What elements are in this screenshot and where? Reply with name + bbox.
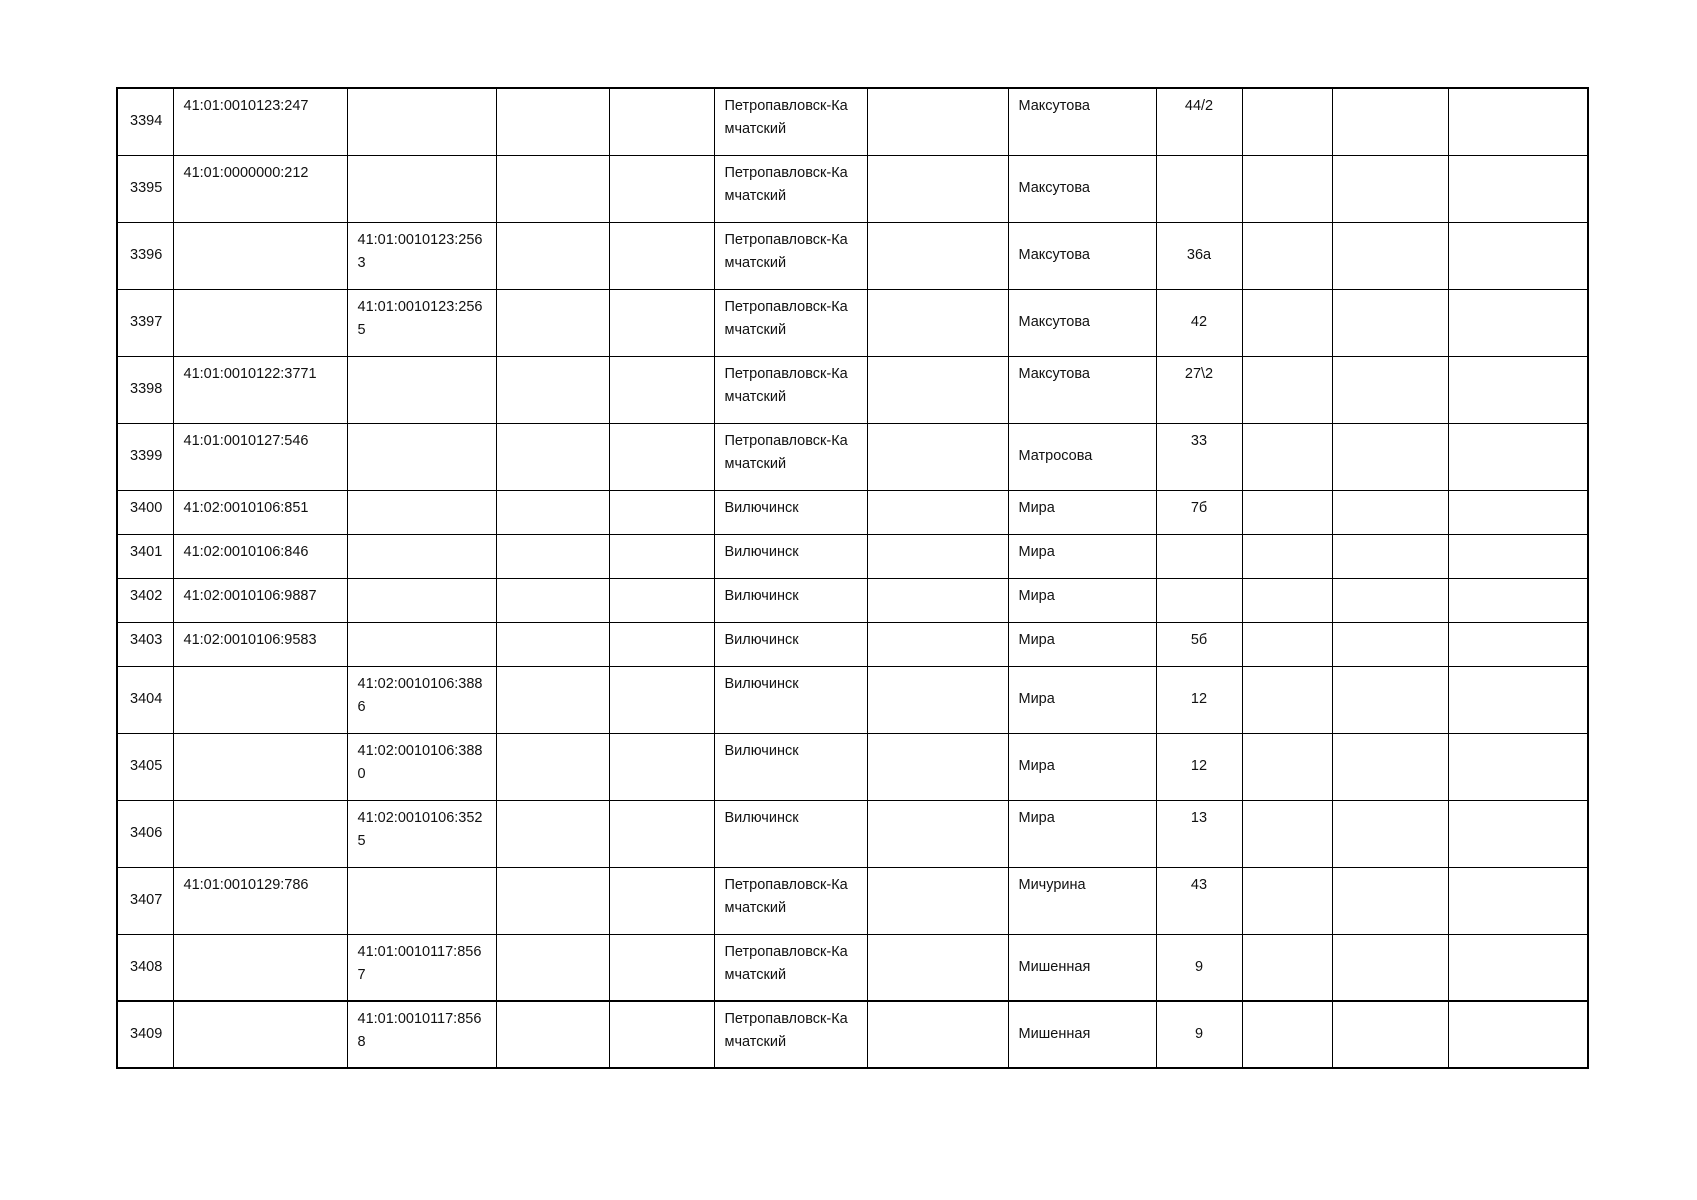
empty-cell	[1448, 88, 1588, 155]
empty-cell	[1242, 578, 1332, 622]
empty-cell	[1332, 88, 1448, 155]
empty-cell	[867, 289, 1008, 356]
empty-cell	[1242, 867, 1332, 934]
empty-cell	[609, 578, 714, 622]
cadastral-number-cell: 41:01:0000000:212	[173, 155, 347, 222]
building-cadastral-number-cell	[347, 356, 496, 423]
empty-cell	[867, 867, 1008, 934]
empty-cell	[609, 622, 714, 666]
table-row	[117, 356, 1588, 423]
empty-cell	[1448, 867, 1588, 934]
street-cell: Мира	[1008, 578, 1156, 622]
empty-cell	[867, 934, 1008, 1001]
empty-cell	[1242, 222, 1332, 289]
empty-cell	[496, 490, 609, 534]
house-number-cell	[1156, 534, 1242, 578]
row-number-cell: 3403	[117, 622, 173, 666]
building-cadastral-number-cell: 41:02:0010106:3886	[347, 666, 496, 733]
house-number-cell: 42	[1156, 289, 1242, 356]
empty-cell	[1332, 867, 1448, 934]
empty-cell	[1242, 934, 1332, 1001]
settlement-cell: Петропавловск-Камчатский	[714, 222, 867, 289]
cadastral-number-cell	[173, 1001, 347, 1068]
empty-cell	[867, 578, 1008, 622]
building-cadastral-number-cell	[347, 490, 496, 534]
row-number-cell: 3402	[117, 578, 173, 622]
table-row	[117, 155, 1588, 222]
street-cell: Максутова	[1008, 356, 1156, 423]
empty-cell	[1448, 155, 1588, 222]
building-cadastral-number-cell: 41:01:0010117:8568	[347, 1001, 496, 1068]
building-cadastral-number-cell: 41:01:0010117:8567	[347, 934, 496, 1001]
empty-cell	[867, 490, 1008, 534]
empty-cell	[1448, 733, 1588, 800]
empty-cell	[609, 534, 714, 578]
settlement-cell: Петропавловск-Камчатский	[714, 1001, 867, 1068]
empty-cell	[1332, 622, 1448, 666]
row-number-cell: 3398	[117, 356, 173, 423]
table-row	[117, 423, 1588, 490]
empty-cell	[609, 423, 714, 490]
empty-cell	[1448, 289, 1588, 356]
building-cadastral-number-cell	[347, 88, 496, 155]
empty-cell	[1448, 490, 1588, 534]
empty-cell	[1242, 356, 1332, 423]
empty-cell	[1332, 534, 1448, 578]
street-cell: Максутова	[1008, 88, 1156, 155]
empty-cell	[496, 622, 609, 666]
empty-cell	[609, 666, 714, 733]
house-number-cell: 12	[1156, 666, 1242, 733]
empty-cell	[496, 1001, 609, 1068]
cadastral-number-cell	[173, 934, 347, 1001]
house-number-cell: 33	[1156, 423, 1242, 490]
table-row	[117, 289, 1588, 356]
row-number-cell: 3394	[117, 88, 173, 155]
empty-cell	[867, 666, 1008, 733]
table-row	[117, 534, 1588, 578]
empty-cell	[609, 356, 714, 423]
empty-cell	[1448, 222, 1588, 289]
empty-cell	[867, 622, 1008, 666]
empty-cell	[496, 222, 609, 289]
empty-cell	[1448, 578, 1588, 622]
street-cell: Максутова	[1008, 155, 1156, 222]
street-cell: Мира	[1008, 800, 1156, 867]
building-cadastral-number-cell	[347, 578, 496, 622]
street-cell: Мира	[1008, 534, 1156, 578]
settlement-cell: Петропавловск-Камчатский	[714, 356, 867, 423]
settlement-cell: Вилючинск	[714, 666, 867, 733]
table-row	[117, 1001, 1588, 1068]
empty-cell	[867, 1001, 1008, 1068]
house-number-cell: 9	[1156, 1001, 1242, 1068]
house-number-cell: 7б	[1156, 490, 1242, 534]
empty-cell	[1242, 490, 1332, 534]
empty-cell	[1332, 423, 1448, 490]
cadastral-number-cell: 41:01:0010127:546	[173, 423, 347, 490]
settlement-cell: Петропавловск-Камчатский	[714, 867, 867, 934]
street-cell: Мишенная	[1008, 1001, 1156, 1068]
settlement-cell: Петропавловск-Камчатский	[714, 423, 867, 490]
empty-cell	[1242, 289, 1332, 356]
empty-cell	[496, 289, 609, 356]
row-number-cell: 3407	[117, 867, 173, 934]
empty-cell	[496, 867, 609, 934]
cadastral-number-cell: 41:02:0010106:9583	[173, 622, 347, 666]
empty-cell	[1332, 934, 1448, 1001]
empty-cell	[1242, 423, 1332, 490]
empty-cell	[1242, 666, 1332, 733]
empty-cell	[867, 356, 1008, 423]
street-cell: Мира	[1008, 622, 1156, 666]
settlement-cell: Вилючинск	[714, 733, 867, 800]
street-cell: Мира	[1008, 666, 1156, 733]
cadastral-number-cell: 41:02:0010106:9887	[173, 578, 347, 622]
empty-cell	[609, 867, 714, 934]
empty-cell	[609, 1001, 714, 1068]
row-number-cell: 3396	[117, 222, 173, 289]
row-number-cell: 3400	[117, 490, 173, 534]
empty-cell	[1242, 1001, 1332, 1068]
building-cadastral-number-cell: 41:02:0010106:3525	[347, 800, 496, 867]
table-row	[117, 867, 1588, 934]
empty-cell	[1332, 1001, 1448, 1068]
settlement-cell: Вилючинск	[714, 800, 867, 867]
empty-cell	[1332, 222, 1448, 289]
row-number-cell: 3408	[117, 934, 173, 1001]
empty-cell	[1448, 800, 1588, 867]
registry-table	[116, 87, 1589, 1069]
empty-cell	[609, 800, 714, 867]
empty-cell	[1448, 1001, 1588, 1068]
settlement-cell: Петропавловск-Камчатский	[714, 155, 867, 222]
settlement-cell: Петропавловск-Камчатский	[714, 289, 867, 356]
cadastral-number-cell: 41:02:0010106:851	[173, 490, 347, 534]
empty-cell	[1448, 534, 1588, 578]
street-cell: Мишенная	[1008, 934, 1156, 1001]
empty-cell	[867, 88, 1008, 155]
building-cadastral-number-cell	[347, 534, 496, 578]
empty-cell	[1332, 666, 1448, 733]
row-number-cell: 3409	[117, 1001, 173, 1068]
empty-cell	[609, 934, 714, 1001]
empty-cell	[609, 490, 714, 534]
settlement-cell: Вилючинск	[714, 578, 867, 622]
cadastral-number-cell	[173, 289, 347, 356]
cadastral-number-cell	[173, 800, 347, 867]
table-row	[117, 733, 1588, 800]
cadastral-number-cell	[173, 733, 347, 800]
empty-cell	[1448, 356, 1588, 423]
empty-cell	[1332, 578, 1448, 622]
cadastral-number-cell: 41:01:0010129:786	[173, 867, 347, 934]
empty-cell	[609, 88, 714, 155]
house-number-cell: 44/2	[1156, 88, 1242, 155]
building-cadastral-number-cell	[347, 423, 496, 490]
settlement-cell: Петропавловск-Камчатский	[714, 88, 867, 155]
street-cell: Максутова	[1008, 222, 1156, 289]
empty-cell	[496, 800, 609, 867]
empty-cell	[867, 800, 1008, 867]
street-cell: Максутова	[1008, 289, 1156, 356]
house-number-cell	[1156, 155, 1242, 222]
row-number-cell: 3406	[117, 800, 173, 867]
empty-cell	[496, 534, 609, 578]
row-number-cell: 3397	[117, 289, 173, 356]
empty-cell	[1332, 733, 1448, 800]
table-row	[117, 666, 1588, 733]
empty-cell	[496, 733, 609, 800]
cadastral-number-cell	[173, 222, 347, 289]
settlement-cell: Вилючинск	[714, 490, 867, 534]
empty-cell	[1448, 622, 1588, 666]
empty-cell	[496, 155, 609, 222]
street-cell: Мира	[1008, 733, 1156, 800]
empty-cell	[1332, 356, 1448, 423]
empty-cell	[867, 534, 1008, 578]
empty-cell	[867, 222, 1008, 289]
table-row	[117, 222, 1588, 289]
empty-cell	[496, 356, 609, 423]
empty-cell	[1242, 800, 1332, 867]
table-row	[117, 490, 1588, 534]
settlement-cell: Вилючинск	[714, 622, 867, 666]
row-number-cell: 3404	[117, 666, 173, 733]
building-cadastral-number-cell	[347, 622, 496, 666]
empty-cell	[496, 423, 609, 490]
empty-cell	[496, 666, 609, 733]
house-number-cell	[1156, 578, 1242, 622]
building-cadastral-number-cell: 41:01:0010123:2565	[347, 289, 496, 356]
empty-cell	[1332, 289, 1448, 356]
empty-cell	[867, 155, 1008, 222]
settlement-cell: Вилючинск	[714, 534, 867, 578]
cadastral-number-cell	[173, 666, 347, 733]
empty-cell	[1448, 666, 1588, 733]
cadastral-number-cell: 41:01:0010123:247	[173, 88, 347, 155]
building-cadastral-number-cell: 41:01:0010123:2563	[347, 222, 496, 289]
empty-cell	[1332, 800, 1448, 867]
house-number-cell: 27\2	[1156, 356, 1242, 423]
table-row	[117, 88, 1588, 155]
empty-cell	[1242, 88, 1332, 155]
building-cadastral-number-cell: 41:02:0010106:3880	[347, 733, 496, 800]
empty-cell	[1242, 534, 1332, 578]
empty-cell	[609, 289, 714, 356]
empty-cell	[867, 423, 1008, 490]
row-number-cell: 3399	[117, 423, 173, 490]
house-number-cell: 12	[1156, 733, 1242, 800]
house-number-cell: 9	[1156, 934, 1242, 1001]
house-number-cell: 5б	[1156, 622, 1242, 666]
settlement-cell: Петропавловск-Камчатский	[714, 934, 867, 1001]
empty-cell	[496, 578, 609, 622]
empty-cell	[1242, 155, 1332, 222]
row-number-cell: 3405	[117, 733, 173, 800]
table-row	[117, 800, 1588, 867]
house-number-cell: 13	[1156, 800, 1242, 867]
cadastral-number-cell: 41:01:0010122:3771	[173, 356, 347, 423]
street-cell: Мичурина	[1008, 867, 1156, 934]
empty-cell	[1448, 934, 1588, 1001]
empty-cell	[609, 733, 714, 800]
building-cadastral-number-cell	[347, 155, 496, 222]
table-row	[117, 934, 1588, 1001]
house-number-cell: 43	[1156, 867, 1242, 934]
empty-cell	[609, 155, 714, 222]
building-cadastral-number-cell	[347, 867, 496, 934]
empty-cell	[496, 88, 609, 155]
empty-cell	[609, 222, 714, 289]
street-cell: Матросова	[1008, 423, 1156, 490]
table-row	[117, 622, 1588, 666]
row-number-cell: 3401	[117, 534, 173, 578]
empty-cell	[496, 934, 609, 1001]
empty-cell	[1332, 490, 1448, 534]
cadastral-number-cell: 41:02:0010106:846	[173, 534, 347, 578]
empty-cell	[867, 733, 1008, 800]
row-number-cell: 3395	[117, 155, 173, 222]
table-body	[117, 88, 1588, 1068]
table-row	[117, 578, 1588, 622]
empty-cell	[1242, 622, 1332, 666]
empty-cell	[1242, 733, 1332, 800]
house-number-cell: 36а	[1156, 222, 1242, 289]
empty-cell	[1332, 155, 1448, 222]
street-cell: Мира	[1008, 490, 1156, 534]
empty-cell	[1448, 423, 1588, 490]
